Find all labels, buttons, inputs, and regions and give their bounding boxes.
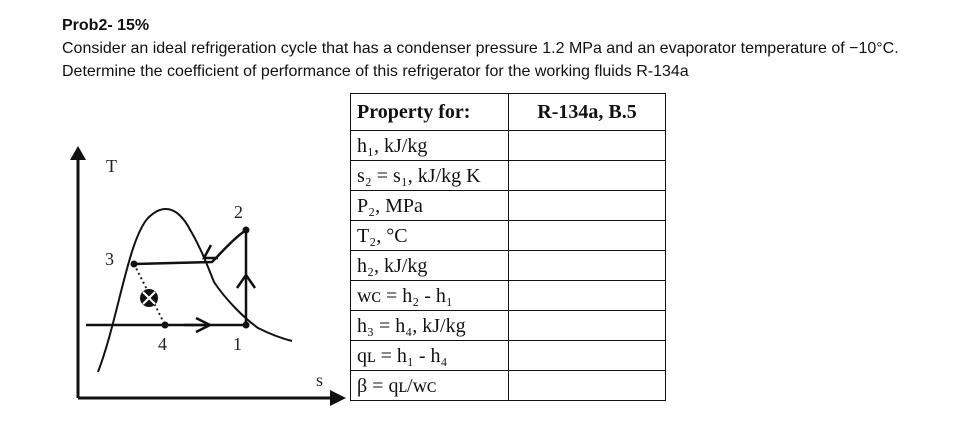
problem-text-line-1: Consider an ideal refrigeration cycle that has a condenser pressure 1.2 MPa and an evaporator temperature of −10°C. <box>62 40 899 57</box>
y-axis-arrowhead <box>70 146 86 160</box>
axis-label-t: T <box>106 156 117 176</box>
problem-title: Prob2- 15% <box>62 17 150 34</box>
row-value <box>509 371 666 401</box>
header-fluid: R-134a, B.5 <box>509 94 666 131</box>
row-label: P₂, MPa <box>351 191 509 221</box>
property-table <box>350 93 666 401</box>
state-point-1 <box>243 322 250 329</box>
table-row <box>351 251 666 281</box>
row-value <box>509 251 666 281</box>
table-row <box>351 191 666 221</box>
table-row <box>351 311 666 341</box>
row-value <box>509 311 666 341</box>
table-row <box>351 281 666 311</box>
row-value <box>509 131 666 161</box>
table-row <box>351 131 666 161</box>
table-row <box>351 371 666 401</box>
row-value <box>509 281 666 311</box>
state-label-1: 1 <box>233 334 242 354</box>
table-row <box>351 221 666 251</box>
state-point-3 <box>131 261 138 268</box>
row-label: h₂, kJ/kg <box>351 251 509 281</box>
table-header-row <box>351 94 666 131</box>
row-label: h₁, kJ/kg <box>351 131 509 161</box>
state-point-4 <box>162 322 169 329</box>
row-label: s₂ = s₁, kJ/kg K <box>351 161 509 191</box>
row-value <box>509 341 666 371</box>
table-row <box>351 161 666 191</box>
problem-text-line-2: Determine the coefficient of performance of this refrigerator for the working fluids R-134a <box>62 63 689 80</box>
header-property: Property for: <box>351 94 509 131</box>
state-label-3: 3 <box>105 249 114 269</box>
table-row <box>351 341 666 371</box>
row-value <box>509 221 666 251</box>
row-label: T₂, °C <box>351 221 509 251</box>
condensation-arrowhead <box>204 245 218 258</box>
state-label-4: 4 <box>158 334 167 354</box>
state-point-2 <box>243 227 250 234</box>
row-value <box>509 191 666 221</box>
ts-diagram <box>0 0 350 437</box>
saturation-dome <box>98 209 292 372</box>
row-label: β = qʟ/wᴄ <box>351 371 509 401</box>
row-label: h₃ = h₄, kJ/kg <box>351 311 509 341</box>
axis-label-s: s <box>316 370 324 390</box>
row-label: qʟ = h₁ - h₄ <box>351 341 509 371</box>
row-label: wᴄ = h₂ - h₁ <box>351 281 509 311</box>
condensation-process-line <box>134 230 246 264</box>
state-label-2: 2 <box>234 202 243 222</box>
row-value <box>509 161 666 191</box>
x-axis-arrowhead <box>330 390 346 406</box>
